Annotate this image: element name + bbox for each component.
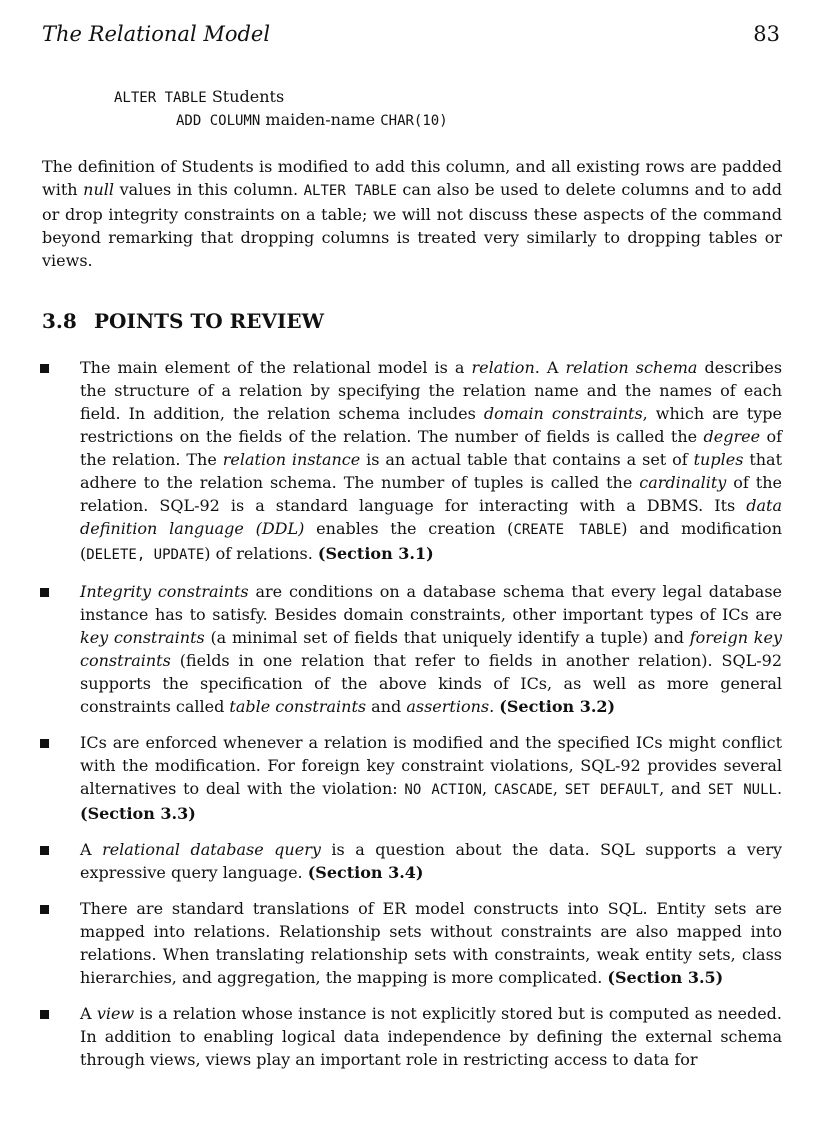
section-heading (42, 307, 324, 335)
emphasis: Integrity constraints (80, 582, 249, 601)
inline-code: NO ACTION (404, 782, 482, 798)
bullet-square-icon (40, 1010, 49, 1019)
page-number: 83 (753, 22, 780, 46)
code-line-1 (114, 86, 448, 109)
emphasis: relational database query (102, 840, 321, 859)
list-item (0, 1002, 816, 1071)
text-run: , and (659, 779, 708, 798)
section-reference: (Section 3.2) (499, 697, 616, 716)
list-item (0, 838, 816, 884)
code-keyword: ALTER TABLE (114, 90, 207, 106)
section-number: 3.8 (42, 309, 77, 333)
inline-code: ALTER TABLE (303, 183, 397, 199)
code-keyword: ADD COLUMN (176, 113, 261, 129)
emphasis: assertions (406, 697, 490, 716)
bullet-square-icon (40, 588, 49, 597)
text-run: There are standard translations of ER model constructs into SQL. Entity sets are mapped into relations. Relationship sets without constraints are also mapped into relations. When translating relationship sets with constraints, weak entity sets, class hierarchies, and aggregation, the mapping is more complicated. (80, 899, 782, 987)
list-item-text (80, 731, 782, 825)
text-run: that adhere to the relation schema. The number of tuples is called the (80, 450, 783, 492)
code-type: CHAR(10) (380, 113, 448, 129)
text-run: are conditions on a database schema that every legal database instance has to satisfy. Besides domain constraints, other important types of ICs are (80, 582, 782, 624)
list-item-text (80, 897, 782, 989)
text-run: (fields in one relation that refer to fields in another relation). SQL-92 supports the specification of the above kinds of ICs, as well as more general constraints called (80, 651, 782, 716)
list-item-text (80, 356, 782, 567)
sql-code-block (114, 86, 448, 132)
list-item (0, 897, 816, 989)
section-reference: (Section 3.4) (307, 863, 424, 882)
emphasis: cardinality (639, 473, 727, 492)
bullet-square-icon (40, 905, 49, 914)
intro-paragraph (42, 155, 782, 272)
section-reference: (Section 3.1) (317, 544, 434, 563)
code-line-2 (114, 109, 448, 132)
text-run: ) of relations. (204, 544, 318, 563)
emphasis: data definition language (DDL) (80, 496, 782, 538)
text-run: , (481, 779, 494, 798)
emphasis: foreign key constraints (80, 628, 783, 670)
emphasis: relation instance (222, 450, 361, 469)
review-list (0, 356, 816, 1084)
text-run: enables the creation ( (304, 519, 514, 538)
running-header (42, 20, 780, 48)
text-run: is a question about the data. SQL supports a very expressive query language. (80, 840, 783, 882)
inline-code: DELETE, UPDATE (86, 547, 205, 563)
text-run: The definition of Students is modified to add this column, and all existing rows are padded with (42, 157, 782, 199)
list-item (0, 356, 816, 567)
emphasis: degree (703, 427, 761, 446)
list-item (0, 580, 816, 718)
text-run: ICs are enforced whenever a relation is modified and the specified ICs might conflict with the modification. For foreign key constraint violations, SQL-92 provides several alternatives to deal with the violation: (80, 733, 782, 798)
code-identifier: maiden-name (265, 110, 376, 129)
text-run: A (80, 1004, 97, 1023)
chapter-title: The Relational Model (42, 22, 271, 46)
list-item-text (80, 580, 782, 718)
text-run: , which are type restrictions on the fields of the relation. The number of fields is called the (80, 404, 782, 446)
emphasis: tuples (693, 450, 744, 469)
code-identifier: Students (211, 87, 285, 106)
text-run: of the relation. SQL-92 is a standard language for interacting with a DBMS. Its (80, 473, 782, 515)
bullet-square-icon (40, 364, 49, 373)
section-reference: (Section 3.3) (80, 804, 196, 823)
emphasis: key constraints (80, 628, 205, 647)
list-item-text (80, 1002, 782, 1071)
text-run: A (80, 840, 103, 859)
inline-code: SET DEFAULT (564, 782, 660, 798)
bullet-square-icon (40, 739, 49, 748)
inline-code: CREATE TABLE (513, 522, 622, 538)
section-reference: (Section 3.5) (607, 968, 724, 987)
emphasis: relation schema (565, 358, 698, 377)
text-run: values in this column. (113, 180, 304, 199)
text-run: of the relation. The (80, 427, 782, 469)
emphasis: view (96, 1004, 135, 1023)
text-run: . (776, 779, 783, 798)
emphasis: null (83, 180, 114, 199)
text-run: is an actual table that contains a set of (360, 450, 694, 469)
text-run: The main element of the relational model is a (80, 358, 472, 377)
list-item (0, 731, 816, 825)
emphasis: domain constraints (483, 404, 643, 423)
section-title: POINTS TO REVIEW (94, 309, 325, 333)
text-run: . (489, 697, 500, 716)
text-run: and (366, 697, 407, 716)
bullet-square-icon (40, 846, 49, 855)
text-run: can also be used to delete columns and to add or drop integrity constraints on a table; we will not discuss these aspects of the command beyond remarking that dropping columns is treated very similarly to dropping tables or views. (42, 180, 783, 270)
inline-code: SET NULL (707, 782, 777, 798)
list-item-text (80, 838, 782, 884)
text-run: . A (534, 358, 566, 377)
text-run: describes the structure of a relation by specifying the relation name and the names of each field. In addition, the relation schema includes (80, 358, 783, 423)
emphasis: relation (471, 358, 535, 377)
emphasis: table constraints (229, 697, 367, 716)
text-run: (a minimal set of fields that uniquely identify a tuple) and (204, 628, 690, 647)
inline-code: CASCADE (493, 782, 553, 798)
text-run: , (552, 779, 565, 798)
text-run: is a relation whose instance is not explicitly stored but is computed as needed. In addition to enabling logical data independence by defining the external schema through views, views play an important role in restricting access to data for (80, 1004, 783, 1069)
text-run: ) and modification ( (80, 519, 782, 563)
